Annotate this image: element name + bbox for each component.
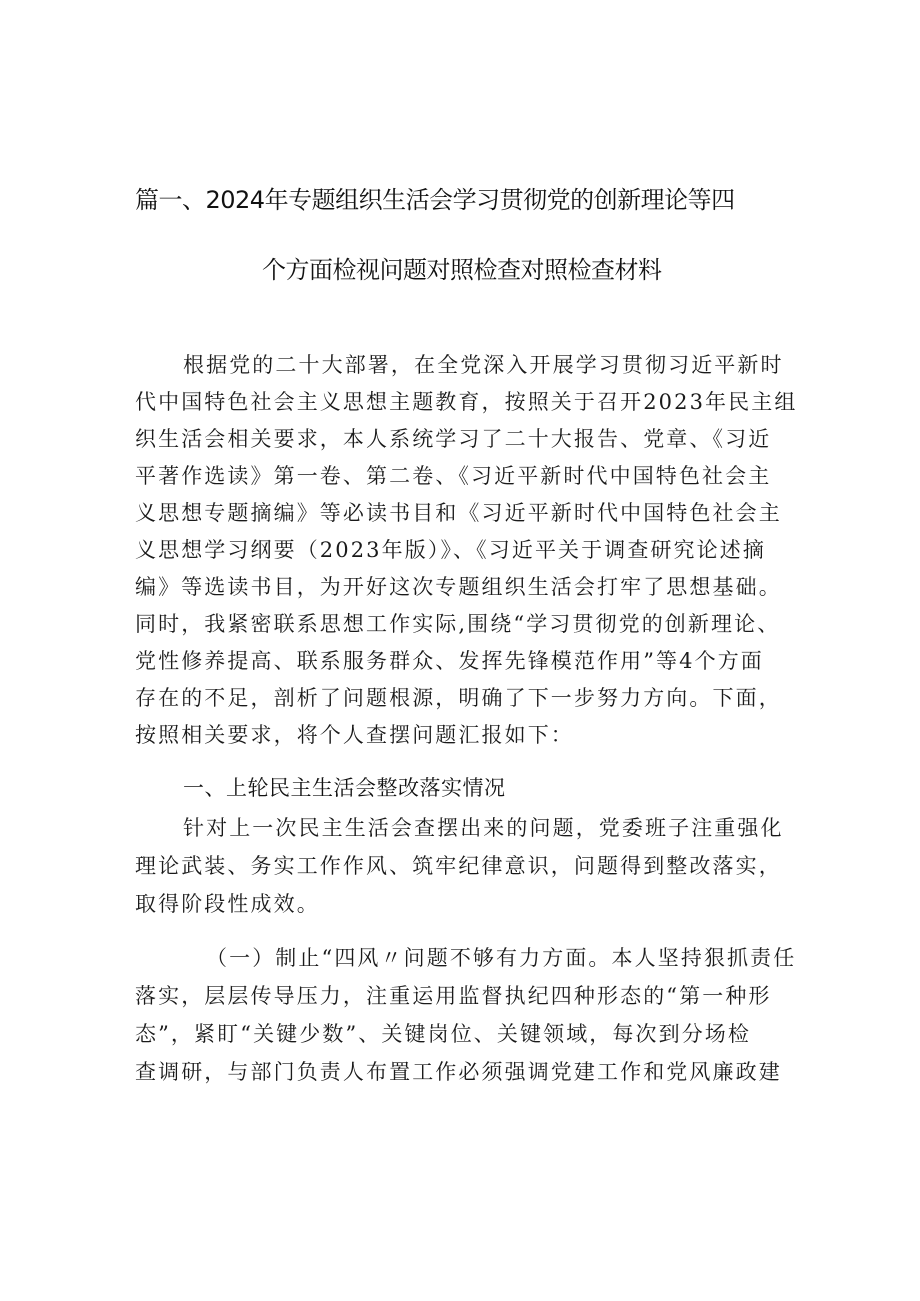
subsection-paragraph-line: 落实，层层传导压力，注重运用监督执纪四种形态的“第一种形	[135, 984, 772, 1008]
subsection-paragraph-line: （一）制止“四风〃问题不够有力方面。本人坚持狠抓责任	[206, 946, 797, 970]
section-paragraph-line: 理论武装、务实工作作风、筑牢纪律意识，问题得到整改落实，	[135, 854, 782, 878]
intro-paragraph-line: 编》等选读书目，为开好这次专题组织生活会打牢了思想基础。	[135, 575, 782, 599]
intro-paragraph-line: 义思想专题摘编》等必读书目和《习近平新时代中国特色社会主	[135, 501, 782, 525]
intro-paragraph-line: 代中国特色社会主义思想主题教育，按照关于召开2023年民主组	[135, 390, 798, 414]
intro-paragraph-line: 同时，我紧密联系思想工作实际,围绕“学习贯彻党的创新理论、	[135, 612, 781, 636]
intro-paragraph-line: 按照相关要求，将个人查摆问题汇报如下：	[135, 723, 574, 747]
section-heading: 一、上轮民主生活会整改落实情况	[183, 776, 506, 800]
section-paragraph-line: 针对上一次民主生活会查摆出来的问题，党委班子注重强化	[183, 816, 784, 840]
subsection-paragraph-line: 态”，紧盯“关键少数”、关键岗位、关键领域，每次到分场检	[135, 1022, 752, 1046]
document-title-line-2: 个方面检视问题对照检查对照检查材料	[262, 256, 662, 284]
intro-paragraph-line: 存在的不足，剖析了问题根源，明确了下一步努力方向。下面，	[135, 686, 782, 710]
section-paragraph-line: 取得阶段性成效。	[135, 892, 320, 916]
intro-paragraph-line: 平著作选读》第一卷、第二卷、《习近平新时代中国特色社会主	[135, 464, 772, 488]
subsection-paragraph-line: 查调研，与部门负责人布置工作必须强调党建工作和党风廉政建	[135, 1060, 782, 1084]
intro-paragraph-line: 党性修养提高、联系服务群众、发挥先锋模范作用”等4个方面	[135, 649, 764, 673]
intro-paragraph-line: 根据党的二十大部署，在全党深入开展学习贯彻习近平新时	[183, 353, 784, 377]
intro-paragraph-line: 义思想学习纲要（2023年版）》、《习近平关于调查研究论述摘	[135, 538, 766, 562]
intro-paragraph-line: 织生活会相关要求，本人系统学习了二十大报告、党章、《习近	[135, 427, 772, 451]
document-title-line-1: 篇一、2024年专题组织生活会学习贯彻党的创新理论等四	[135, 186, 735, 214]
